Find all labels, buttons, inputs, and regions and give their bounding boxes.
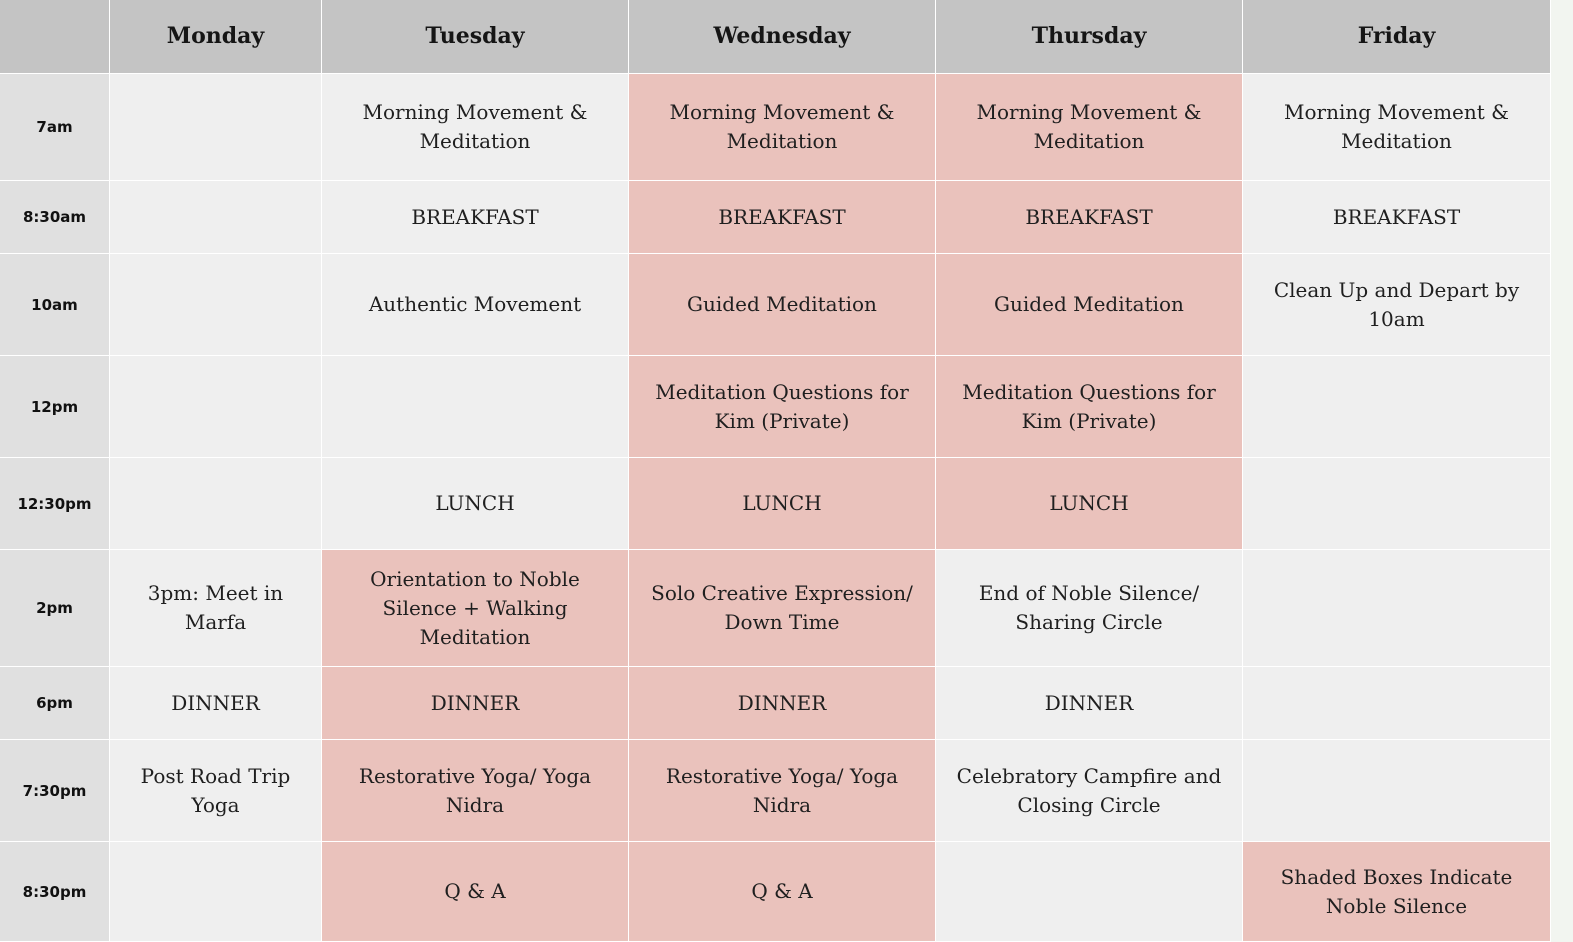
schedule-cell-tuesday: Authentic Movement [322,254,629,356]
schedule-cell-wednesday-noble-silence: LUNCH [629,458,936,550]
day-header-friday: Friday [1243,0,1551,74]
schedule-cell-friday-noble-silence: Shaded Boxes Indicate Noble Silence [1243,842,1551,942]
schedule-cell-monday: Post Road Trip Yoga [110,740,322,842]
time-slot-label: 7:30pm [0,740,110,842]
schedule-cell-monday: DINNER [110,667,322,740]
schedule-cell-wednesday-noble-silence: Restorative Yoga/ Yoga Nidra [629,740,936,842]
schedule-cell-thursday: Celebratory Campfire and Closing Circle [936,740,1243,842]
time-slot-label: 2pm [0,550,110,667]
schedule-cell-monday [110,458,322,550]
time-slot-label: 8:30pm [0,842,110,942]
schedule-cell-wednesday-noble-silence: Morning Movement & Meditation [629,74,936,181]
time-slot-label: 7am [0,74,110,181]
schedule-cell-monday [110,74,322,181]
schedule-cell-tuesday: BREAKFAST [322,181,629,254]
day-header-wednesday: Wednesday [629,0,936,74]
day-header-monday: Monday [110,0,322,74]
schedule-cell-friday: BREAKFAST [1243,181,1551,254]
header-corner-cell [0,0,110,74]
schedule-cell-thursday: DINNER [936,667,1243,740]
schedule-cell-thursday-noble-silence: BREAKFAST [936,181,1243,254]
page-margin [1551,0,1573,942]
schedule-cell-monday [110,356,322,458]
schedule-cell-tuesday-noble-silence: Q & A [322,842,629,942]
schedule-cell-tuesday: LUNCH [322,458,629,550]
schedule-cell-wednesday-noble-silence: Solo Creative Expression/ Down Time [629,550,936,667]
day-header-thursday: Thursday [936,0,1243,74]
schedule-cell-friday: Morning Movement & Meditation [1243,74,1551,181]
schedule-cell-tuesday-noble-silence: Orientation to Noble Silence + Walking Meditation [322,550,629,667]
schedule-cell-tuesday [322,356,629,458]
day-header-tuesday: Tuesday [322,0,629,74]
schedule-cell-friday [1243,740,1551,842]
schedule-cell-thursday [936,842,1243,942]
schedule-cell-wednesday-noble-silence: Meditation Questions for Kim (Private) [629,356,936,458]
schedule-cell-tuesday: Morning Movement & Meditation [322,74,629,181]
schedule-cell-wednesday-noble-silence: Q & A [629,842,936,942]
schedule-cell-monday [110,842,322,942]
schedule-cell-friday [1243,356,1551,458]
schedule-cell-tuesday-noble-silence: DINNER [322,667,629,740]
schedule-cell-thursday-noble-silence: LUNCH [936,458,1243,550]
schedule-cell-friday: Clean Up and Depart by 10am [1243,254,1551,356]
schedule-cell-thursday-noble-silence: Guided Meditation [936,254,1243,356]
schedule-cell-thursday-noble-silence: Meditation Questions for Kim (Private) [936,356,1243,458]
schedule-cell-friday [1243,550,1551,667]
time-slot-label: 12pm [0,356,110,458]
time-slot-label: 6pm [0,667,110,740]
schedule-cell-monday: 3pm: Meet in Marfa [110,550,322,667]
schedule-cell-wednesday-noble-silence: BREAKFAST [629,181,936,254]
time-slot-label: 12:30pm [0,458,110,550]
schedule-cell-thursday-noble-silence: Morning Movement & Meditation [936,74,1243,181]
schedule-cell-friday [1243,667,1551,740]
schedule-cell-monday [110,181,322,254]
schedule-cell-monday [110,254,322,356]
time-slot-label: 10am [0,254,110,356]
schedule-cell-wednesday-noble-silence: Guided Meditation [629,254,936,356]
schedule-cell-wednesday-noble-silence: DINNER [629,667,936,740]
schedule-cell-tuesday-noble-silence: Restorative Yoga/ Yoga Nidra [322,740,629,842]
time-slot-label: 8:30am [0,181,110,254]
schedule-cell-friday [1243,458,1551,550]
schedule-cell-thursday: End of Noble Silence/ Sharing Circle [936,550,1243,667]
